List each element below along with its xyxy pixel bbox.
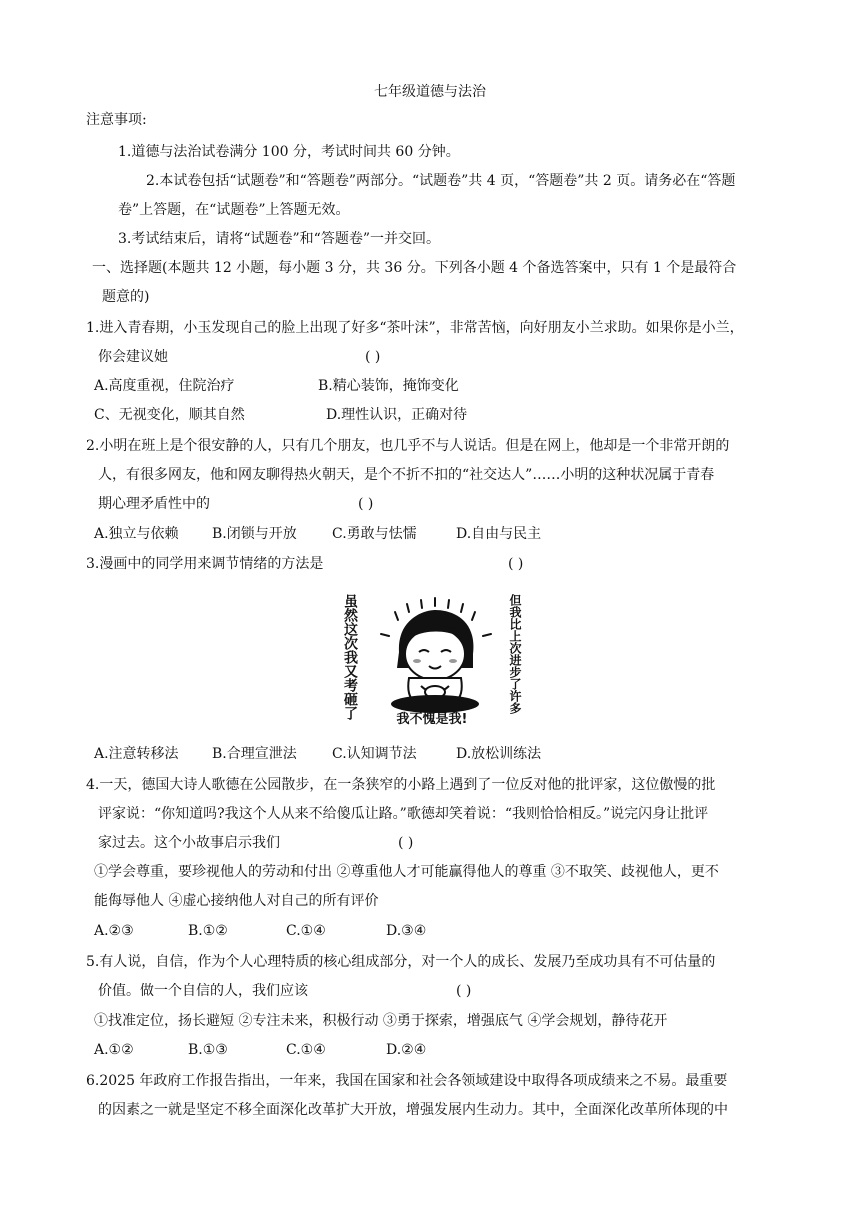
notice-heading: 注意事项: [86,112,147,128]
option-b: B.①② [188,923,228,939]
option-d: D.②④ [386,1042,427,1058]
question-6-text: 的因素之一就是坚定不移全面深化改革扩大开放，增强发展内生动力。其中，全面深化改革所体现的中 [98,1102,728,1118]
question-1-text: 1.进入青春期，小玉发现自己的脸上出现了好多“茶叶沫”，非常苦恼，向好朋友小兰求助。如果你是小兰， [86,320,744,336]
question-4-statement: ①学会尊重，要珍视他人的劳动和付出 ②尊重他人才可能赢得他人的尊重 ③不取笑、歧视他人，更不 [94,864,719,880]
answer-bracket: ( ) [456,983,472,999]
section-heading: 一、选择题(本题共 12 小题，每小题 3 分，共 36 分。下列各小题 4 个备选答案中，只有 1 个是最符合 [92,260,737,276]
option-d: D.理性认识，正确对待 [326,407,468,423]
option-c: C.①④ [286,923,326,939]
answer-bracket: ( ) [398,835,414,851]
cartoon-bottom-text: 我不愧是我! [396,712,468,727]
answer-bracket: ( ) [358,496,374,512]
option-d: D.放松训练法 [456,746,542,762]
answer-bracket: ( ) [365,349,381,365]
option-a: A.独立与依赖 [94,526,179,542]
question-4-text: 4.一天，德国大诗人歌德在公园散步，在一条狭窄的小路上遇到了一位反对他的批评家，这位傲慢的批 [86,777,716,793]
option-b: B.①③ [188,1042,228,1058]
option-d: D.自由与民主 [456,526,542,542]
question-2-text: 人，有很多网友，他和网友聊得热火朝天，是个不折不扣的“社交达人”……小明的这种状况属于青春 [98,467,715,483]
notice-item: 3.考试结束后，请将“试题卷”和“答题卷”一并交回。 [118,231,440,247]
question-6-text: 6.2025 年政府工作报告指出，一年来，我国在国家和社会各领域建设中取得各项成绩来之不易。最重要 [86,1073,728,1089]
cartoon-figure [337,590,527,728]
question-5-text: 价值。做一个自信的人，我们应该 [98,983,308,999]
option-b: B.精心装饰，掩饰变化 [318,378,459,394]
option-d: D.③④ [386,923,427,939]
question-5-text: 5.有人说，自信，作为个人心理特质的核心组成部分，对一个人的成长、发展乃至成功具有不可估量的 [86,954,716,970]
option-c: C.①④ [286,1042,326,1058]
question-4-text: 评家说：“你知道吗?我这个人从来不给傻瓜让路。”歌德却笑着说：“我则恰恰相反。”说完闪身让批评 [98,806,709,822]
question-2-text: 2.小明在班上是个很安静的人，只有几个朋友，也几乎不与人说话。但是在网上，他却是一个非常开朗的 [86,438,730,454]
question-4-statement: 能侮辱他人 ④虚心接纳他人对自己的所有评价 [94,893,379,909]
option-c: C.认知调节法 [332,746,417,762]
cartoon-drawing [337,590,527,728]
page-title: 七年级道德与法治 [374,84,486,100]
option-c: C.勇敢与怯懦 [332,526,417,542]
notice-item: 卷”上答题，在“试题卷”上答题无效。 [118,202,350,218]
option-b: B.闭锁与开放 [212,526,297,542]
option-a: A.②③ [94,923,134,939]
cartoon-right-text: 但我比上次进步了许多 [508,594,522,714]
notice-item: 1.道德与法治试卷满分 100 分，考试时间共 60 分钟。 [118,144,460,160]
question-1-text: 你会建议她 [98,349,168,365]
option-a: A.①② [94,1042,134,1058]
option-b: B.合理宣泄法 [212,746,297,762]
question-3-text: 3.漫画中的同学用来调节情绪的方法是 [86,556,324,572]
notice-item: 2.本试卷包括“试题卷”和“答题卷”两部分。“试题卷”共 4 页，“答题卷”共 2 页。请务必在“答题 [146,173,736,189]
option-c: C、无视变化，顺其自然 [94,407,245,423]
option-a: A.注意转移法 [94,746,179,762]
option-a: A.高度重视，住院治疗 [94,378,235,394]
question-5-statement: ①找准定位，扬长避短 ②专注未来，积极行动 ③勇于探索，增强底气 ④学会规划，静待花开 [94,1013,668,1029]
cartoon-left-text: 虽然这次我又考砸了 [342,594,358,720]
section-heading: 题意的) [102,289,150,305]
question-2-text: 期心理矛盾性中的 [98,496,210,512]
answer-bracket: ( ) [508,556,524,572]
question-4-text: 家过去。这个小故事启示我们 [98,835,280,851]
